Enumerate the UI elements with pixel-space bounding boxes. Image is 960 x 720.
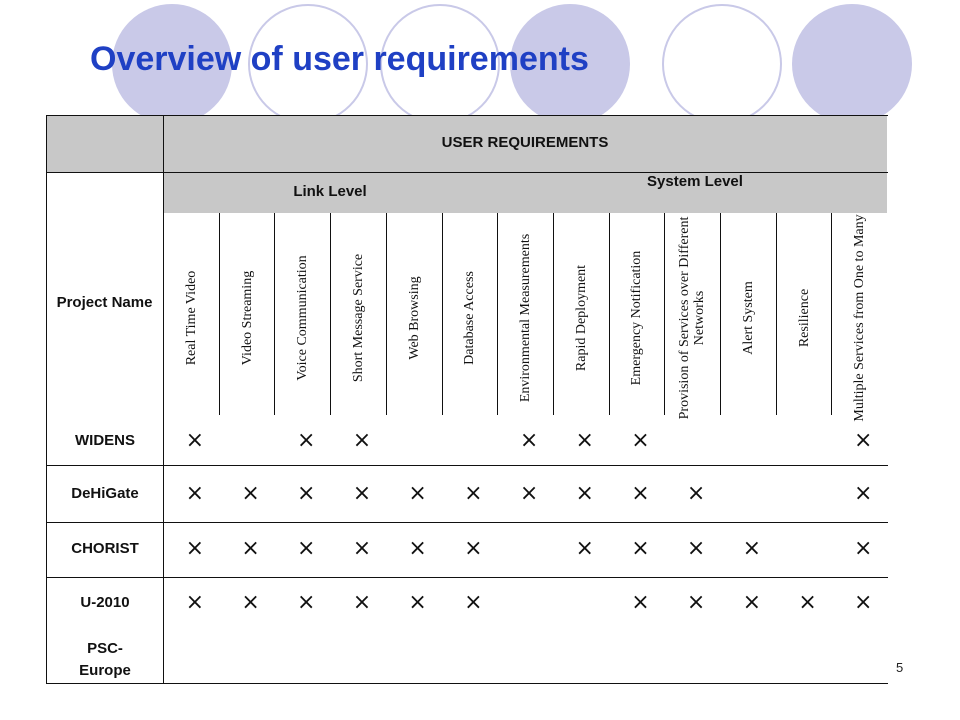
requirement-mark: × bbox=[408, 481, 427, 506]
grid-line bbox=[163, 115, 164, 684]
requirement-mark: × bbox=[519, 428, 539, 453]
requirement-mark: × bbox=[408, 536, 427, 561]
requirement-mark: × bbox=[352, 481, 372, 506]
requirement-mark: × bbox=[352, 536, 372, 561]
decor-circle-outline bbox=[662, 4, 782, 124]
requirement-mark: × bbox=[854, 590, 873, 615]
requirement-mark: × bbox=[297, 428, 316, 453]
user-requirements-header: USER REQUIREMENTS bbox=[441, 134, 609, 151]
requirement-mark: × bbox=[798, 590, 817, 615]
requirement-mark: × bbox=[185, 428, 205, 453]
link-level-label: Link Level bbox=[293, 183, 367, 200]
project-name: CHORIST bbox=[71, 540, 139, 557]
requirement-mark: × bbox=[185, 536, 205, 561]
requirement-mark: × bbox=[241, 481, 260, 506]
requirement-mark: × bbox=[352, 428, 372, 453]
project-name: DeHiGate bbox=[71, 485, 139, 502]
requirement-mark: × bbox=[297, 536, 316, 561]
column-header: Environmental Measurements bbox=[517, 233, 533, 403]
requirement-mark: × bbox=[631, 428, 650, 453]
grid-line bbox=[46, 465, 888, 466]
project-name: WIDENS bbox=[75, 432, 135, 449]
requirement-mark: × bbox=[519, 481, 539, 506]
column-header: Multiple Services from One to Many bbox=[851, 214, 867, 422]
column-header: Provision of Services over Different Networks bbox=[677, 216, 708, 420]
requirement-mark: × bbox=[464, 590, 483, 615]
decor-circle bbox=[792, 4, 912, 124]
column-divider bbox=[831, 213, 832, 415]
requirement-mark: × bbox=[631, 536, 650, 561]
column-divider bbox=[720, 213, 721, 415]
requirement-mark: × bbox=[575, 481, 594, 506]
column-divider bbox=[609, 213, 610, 415]
column-header: Alert System bbox=[740, 281, 756, 355]
column-header: Web Browsing bbox=[406, 276, 422, 360]
requirement-mark: × bbox=[297, 481, 316, 506]
requirement-mark: × bbox=[575, 428, 594, 453]
requirement-mark: × bbox=[854, 536, 873, 561]
requirement-mark: × bbox=[408, 590, 427, 615]
requirement-mark: × bbox=[686, 481, 706, 506]
header-band-left bbox=[46, 116, 163, 173]
column-divider bbox=[386, 213, 387, 415]
requirement-mark: × bbox=[631, 481, 650, 506]
requirement-mark: × bbox=[241, 536, 260, 561]
requirement-mark: × bbox=[185, 590, 205, 615]
requirement-mark: × bbox=[686, 590, 706, 615]
column-divider bbox=[553, 213, 554, 415]
column-divider bbox=[664, 213, 665, 415]
requirement-mark: × bbox=[742, 536, 762, 561]
column-header: Real Time Video bbox=[183, 270, 199, 366]
project-name: PSC- Europe bbox=[79, 640, 131, 679]
column-divider bbox=[274, 213, 275, 415]
column-divider bbox=[442, 213, 443, 415]
grid-line bbox=[46, 683, 888, 684]
column-header: Short Message Service bbox=[350, 253, 366, 383]
column-header: Resilience bbox=[796, 288, 812, 348]
column-header: Rapid Deployment bbox=[573, 264, 589, 372]
requirement-mark: × bbox=[631, 590, 650, 615]
requirement-mark: × bbox=[854, 428, 873, 453]
requirement-mark: × bbox=[464, 536, 483, 561]
system-level-label: System Level bbox=[647, 173, 743, 190]
requirement-mark: × bbox=[352, 590, 372, 615]
column-divider bbox=[776, 213, 777, 415]
column-divider bbox=[219, 213, 220, 415]
grid-line bbox=[46, 577, 888, 578]
column-header: Emergency Notification bbox=[628, 250, 644, 386]
column-header: Video Streaming bbox=[239, 270, 255, 366]
column-header: Database Access bbox=[461, 271, 477, 365]
grid-line bbox=[46, 115, 888, 116]
project-name-label: Project Name bbox=[56, 294, 153, 311]
requirement-mark: × bbox=[464, 481, 483, 506]
slide-number: 5 bbox=[896, 660, 904, 675]
requirement-mark: × bbox=[854, 481, 873, 506]
column-divider bbox=[330, 213, 331, 415]
page-title: Overview of user requirements bbox=[90, 40, 589, 78]
requirement-mark: × bbox=[185, 481, 205, 506]
requirement-mark: × bbox=[297, 590, 316, 615]
column-header: Voice Communication bbox=[294, 255, 310, 381]
grid-line bbox=[46, 522, 888, 523]
column-divider bbox=[497, 213, 498, 415]
requirement-mark: × bbox=[575, 536, 594, 561]
grid-line bbox=[46, 115, 47, 684]
requirement-mark: × bbox=[686, 536, 706, 561]
requirement-mark: × bbox=[742, 590, 762, 615]
requirement-mark: × bbox=[241, 590, 260, 615]
project-name: U-2010 bbox=[80, 594, 130, 611]
